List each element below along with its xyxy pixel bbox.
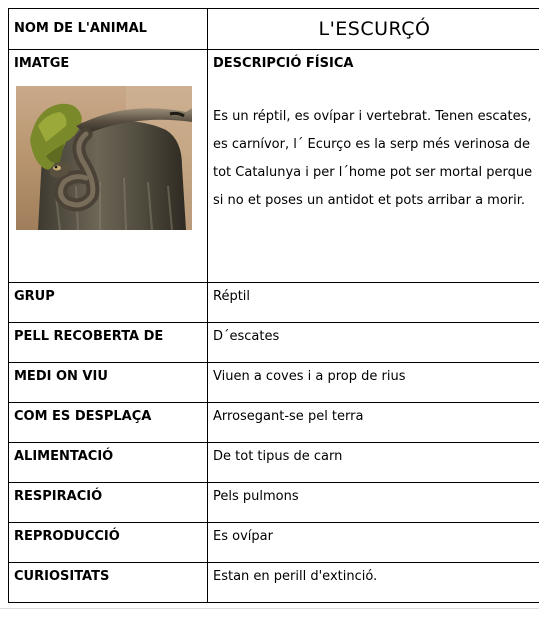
table-row-desplaca xyxy=(9,403,539,443)
table-row-pell xyxy=(9,323,539,363)
animal-table xyxy=(8,8,539,603)
row-label-cell xyxy=(9,563,208,603)
animal-name: L'ESCURÇÓ xyxy=(318,18,431,40)
row-label-reproduccio: REPRODUCCIÓ xyxy=(14,529,120,544)
row-value-grup: Réptil xyxy=(213,289,251,304)
snake-photo xyxy=(16,86,192,230)
row-label-cell xyxy=(9,363,208,403)
row-label-grup: GRUP xyxy=(14,289,55,304)
row-value-reproduccio: Es ovípar xyxy=(213,529,273,544)
row-value-curiositats: Estan en perill d'extinció. xyxy=(213,569,378,584)
row-value-cell xyxy=(208,323,539,363)
row-label-cell xyxy=(9,443,208,483)
row-label-cell xyxy=(9,323,208,363)
row-value-pell: D´escates xyxy=(213,329,280,344)
row-value-cell xyxy=(208,563,539,603)
image-label: IMATGE xyxy=(14,56,70,71)
image-cell xyxy=(9,50,208,283)
table-row-curiositats xyxy=(9,563,539,603)
row-value-cell xyxy=(208,363,539,403)
row-value-cell xyxy=(208,523,539,563)
table-row-alimentacio xyxy=(9,443,539,483)
table-row-reproduccio xyxy=(9,523,539,563)
header-row xyxy=(9,9,539,50)
description-cell xyxy=(208,50,539,283)
row-label-cell xyxy=(9,523,208,563)
row-label-alimentacio: ALIMENTACIÓ xyxy=(14,449,114,464)
table-row-medi xyxy=(9,363,539,403)
name-label: NOM DE L'ANIMAL xyxy=(14,21,147,36)
row-label-desplaca: COM ES DESPLAÇA xyxy=(14,409,152,424)
image-description-row xyxy=(9,50,539,283)
row-value-cell xyxy=(208,283,539,323)
description-text: Es un réptil, es ovípar i vertebrat. Tenen escates, es carnívor, l´ Ecurço es la serp més verinosa de tot Catalunya i per l´home pot ser mortal perque si no et poses un antidot et pots arribar a morir. xyxy=(213,109,533,208)
row-value-cell xyxy=(208,403,539,443)
row-label-cell xyxy=(9,483,208,523)
row-label-medi: MEDI ON VIU xyxy=(14,369,108,384)
page-divider xyxy=(0,608,539,609)
table-row-respiracio xyxy=(9,483,539,523)
row-label-curiositats: CURIOSITATS xyxy=(14,569,110,584)
table-row-grup xyxy=(9,283,539,323)
row-label-cell xyxy=(9,403,208,443)
description-label: DESCRIPCIÓ FÍSICA xyxy=(213,56,354,71)
row-value-cell xyxy=(208,483,539,523)
row-value-cell xyxy=(208,443,539,483)
row-label-cell xyxy=(9,283,208,323)
row-value-respiracio: Pels pulmons xyxy=(213,489,299,504)
row-value-alimentacio: De tot tipus de carn xyxy=(213,449,343,464)
row-label-respiracio: RESPIRACIÓ xyxy=(14,489,103,504)
name-label-cell xyxy=(9,9,208,50)
name-value-cell xyxy=(208,9,539,50)
row-label-pell: PELL RECOBERTA DE xyxy=(14,329,164,344)
row-value-desplaca: Arrosegant-se pel terra xyxy=(213,409,364,424)
row-value-medi: Viuen a coves i a prop de rius xyxy=(213,369,406,384)
